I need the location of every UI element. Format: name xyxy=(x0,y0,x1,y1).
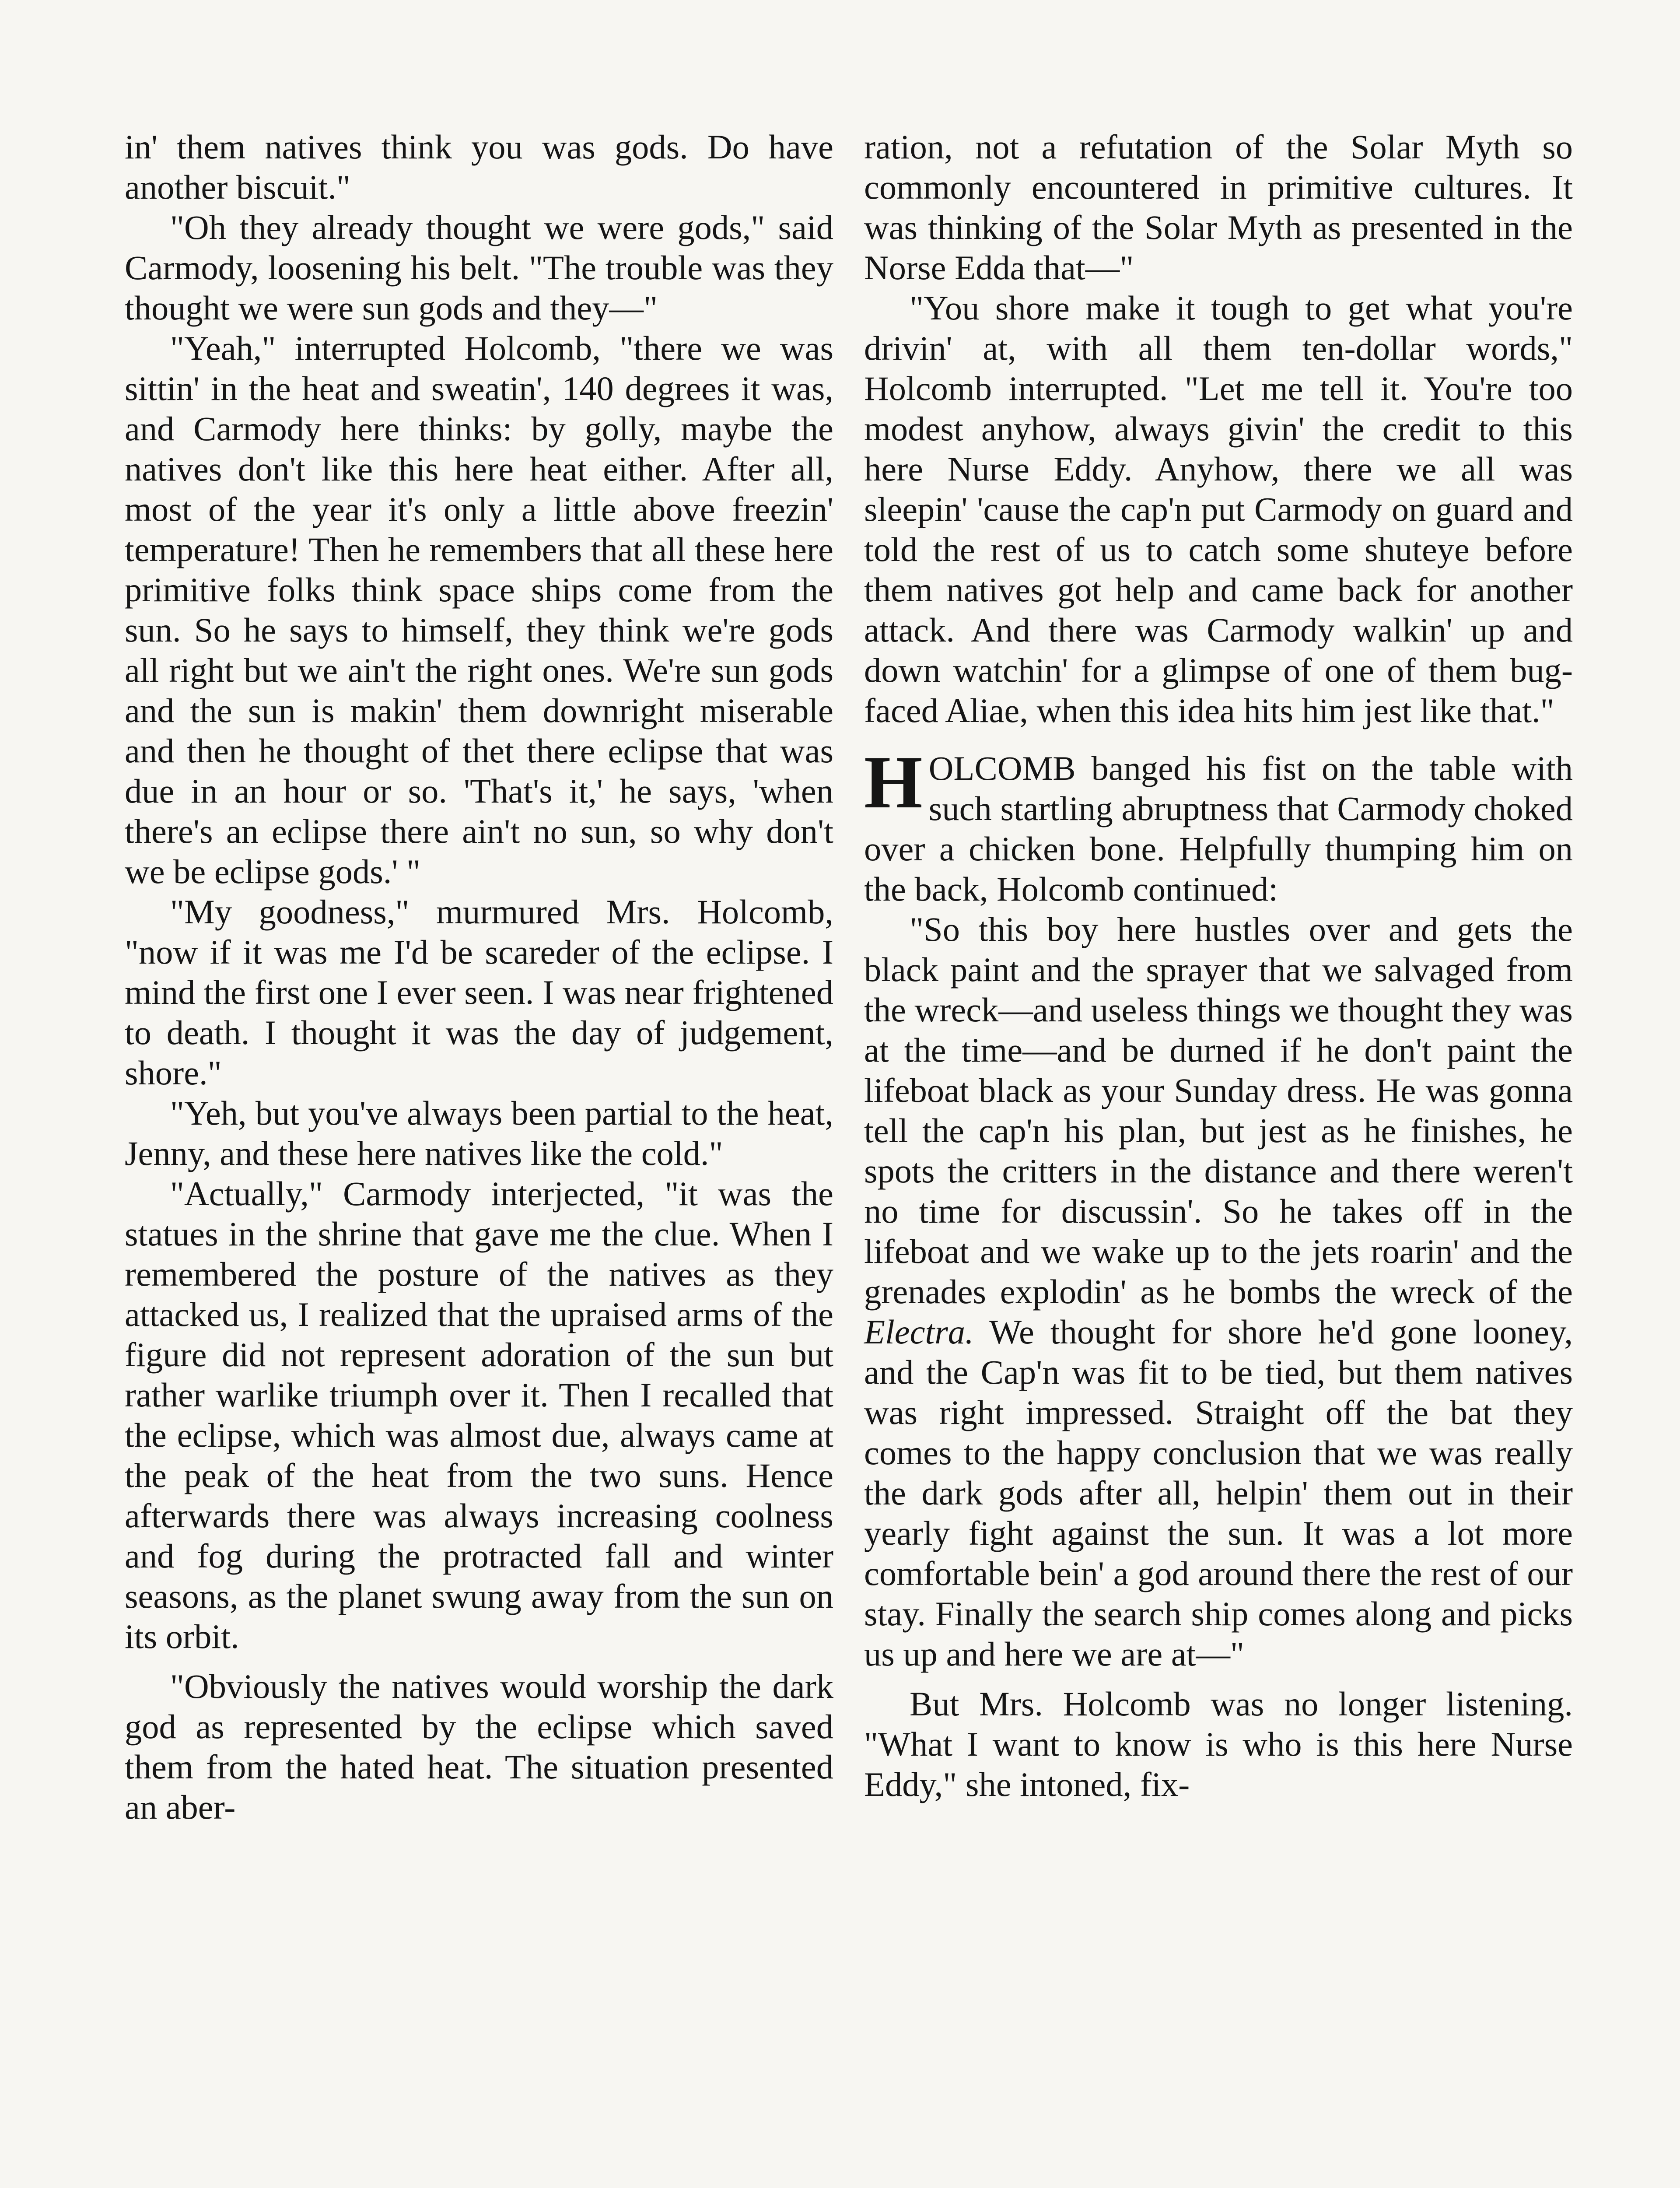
paragraph-text: "So this boy here hustles over and gets the black paint and the sprayer that we salvaged from the wreck—and useless things we thought they was at the time—and be durned if he don't paint the lifeboat black as your Sunday dress. He was gonna tell the cap'n his plan, but jest as he finishes, he spots the critters in the distance and there weren't no time for discussin'. So he takes off in the lifeboat and we wake up to the jets roarin' and the grenades explodin' as he bombs the wreck of the xyxy=(864,910,1573,1311)
paragraph: But Mrs. Holcomb was no longer listening. "What I want to know is who is this here Nurse Eddy," she intoned, fix- xyxy=(864,1685,1573,1803)
section-opening-paragraph xyxy=(864,741,1573,909)
paragraph-text: banged his fist on the table with such startling abruptness that Carmody choked over a chicken bone. Helpfully thumping him on the back, Holcomb continued: xyxy=(864,749,1573,908)
paragraph: "Actually," Carmody interjected, "it was the statues in the shrine that gave me the clue. When I remembered the posture of the natives as they attacked us, I realized that the upraised arms of the figure did not represent adoration of the sun but rather warlike triumph over it. Then I recalled that the eclipse, which was almost due, always came at the peak of the heat from the two suns. Hence afterwards there was always increasing coolness and fog during the protracted fall and winter seasons, as the planet swung away from the sun on its orbit. xyxy=(125,1175,833,1655)
paragraph: "Oh they already thought we were gods," said Carmody, loosening his belt. "The trouble was they thought we were sun gods and they—" xyxy=(125,208,833,327)
paragraph: in' them natives think you was gods. Do have another biscuit." xyxy=(125,128,833,206)
lead-word: OLCOMB xyxy=(928,749,1076,787)
paragraph: "Yeh, but you've always been partial to the heat, Jenny, and these here natives like the cold." xyxy=(125,1094,833,1172)
right-column xyxy=(864,127,1573,1805)
paragraph xyxy=(864,909,1573,1674)
paragraph: "Obviously the natives would worship the dark god as represented by the eclipse which saved them from the hated heat. The situation presented an aber- xyxy=(125,1667,833,1826)
paragraph: "Yeah," interrupted Holcomb, "there we was sittin' in the heat and sweatin', 140 degrees it was, and Carmody here thinks: by golly, maybe the natives don't like this here heat either. After all, most of the year it's only a little above freezin' temperature! Then he remembers that all these here primitive folks think space ships come from the sun. So he says to himself, they think we're gods all right but we ain't the right ones. We're sun gods and the sun is makin' them downright miserable and then he thought of thet there eclipse that was due in an hour or so. 'That's it,' he says, 'when there's an eclipse there ain't no sun, so why don't we be eclipse gods.' " xyxy=(125,329,833,891)
left-column xyxy=(125,127,833,1827)
drop-cap: H xyxy=(864,741,923,824)
paragraph: "My goodness," murmured Mrs. Holcomb, "now if it was me I'd be scareder of the eclipse. I mind the first one I ever seen. I was near frightened to death. I thought it was the day of judgement, shore." xyxy=(125,893,833,1092)
paragraph: "You shore make it tough to get what you're drivin' at, with all them ten-dollar words," Holcomb interrupted. "Let me tell it. You're too modest anyhow, always givin' the credit to this here Nurse Eddy. Anyhow, there we all was sleepin' 'cause the cap'n put Carmody on guard and told the rest of us to catch some shuteye before them natives got help and came back for another attack. And there was Carmody walkin' up and down watchin' for a glimpse of one of them bug-faced Aliae, when this idea hits him jest like that." xyxy=(864,289,1573,729)
ship-name-italic: Electra. xyxy=(864,1313,974,1351)
paragraph-text: We thought for shore he'd gone looney, and the Cap'n was fit to be tied, but them natives was right impressed. Straight off the bat they comes to the happy conclusion that we was really the dark gods after all, helpin' them out in their yearly fight against the sun. It was a lot more comfortable bein' a god around there the rest of our stay. Finally the search ship comes along and picks us up and here we are at—" xyxy=(864,1313,1573,1673)
paragraph: ration, not a refutation of the Solar Myth so commonly encountered in primitive cultures. It was thinking of the Solar Myth as presented in the Norse Edda that—" xyxy=(864,128,1573,287)
